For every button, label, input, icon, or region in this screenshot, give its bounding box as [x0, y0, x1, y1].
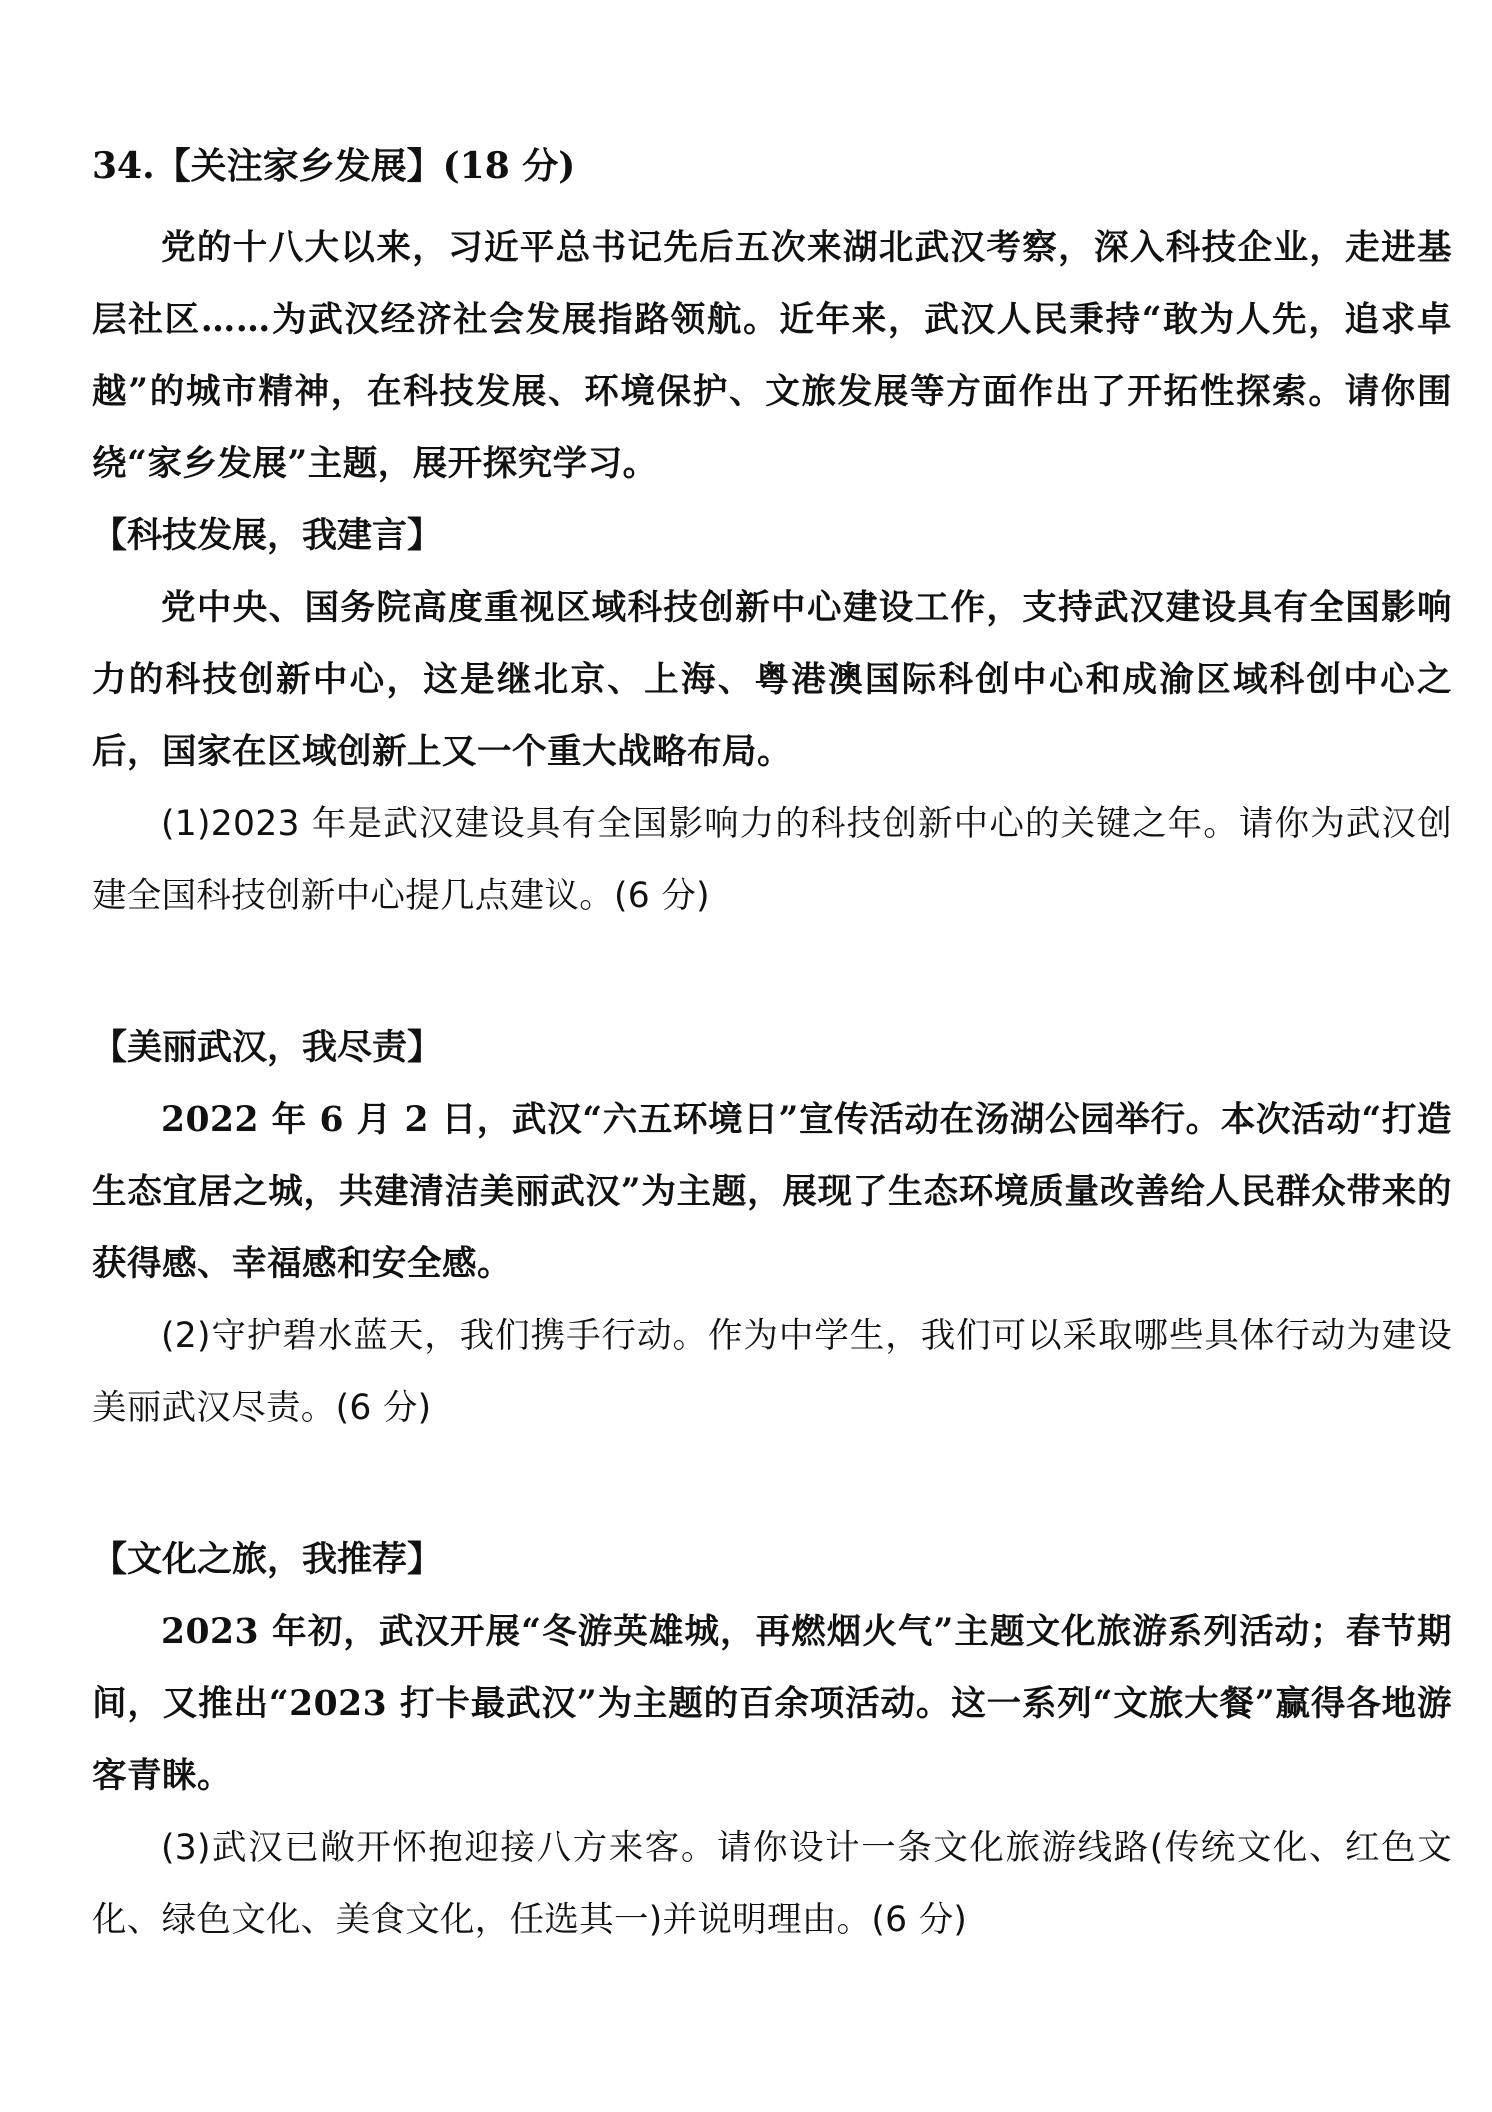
subquestion-3: (3)武汉已敞开怀抱迎接八方来客。请你设计一条文化旅游线路(传统文化、红色文化、绿色文化、美食文化，任选其一)并说明理由。(6 分)	[92, 1828, 1452, 1940]
section-material-culture: 2023 年初，武汉开展“冬游英雄城，再燃烟火气”主题文化旅游系列活动；春节期间，又推出“2023 打卡最武汉”为主题的百余项活动。这一系列“文旅大餐”赢得各地游客青睐。	[92, 1612, 1452, 1796]
section-material-environment: 2022 年 6 月 2 日，武汉“六五环境日”宣传活动在汤湖公园举行。本次活动“打造生态宜居之城，共建清洁美丽武汉”为主题，展现了生态环境质量改善给人民群众带来的获得感、幸福感和安全感。	[92, 1100, 1452, 1284]
section-heading-environment: 【美丽武汉，我尽责】	[92, 1027, 443, 1068]
section-material-tech: 党中央、国务院高度重视区域科技创新中心建设工作，支持武汉建设具有全国影响力的科技创新中心，这是继北京、上海、粤港澳国际科创中心和成渝区域科创中心之后，国家在区域创新上又一个重大战略布局。	[92, 588, 1452, 772]
subquestion-2: (2)守护碧水蓝天，我们携手行动。作为中学生，我们可以采取哪些具体行动为建设美丽武汉尽责。(6 分)	[92, 1316, 1452, 1428]
answer-space-2	[92, 1444, 1452, 1524]
subquestion-1: (1)2023 年是武汉建设具有全国影响力的科技创新中心的关键之年。请你为武汉创建全国科技创新中心提几点建议。(6 分)	[92, 804, 1452, 916]
section-heading-culture: 【文化之旅，我推荐】	[92, 1539, 443, 1580]
section-heading-tech: 【科技发展，我建言】	[92, 515, 443, 556]
question-intro: 党的十八大以来，习近平总书记先后五次来湖北武汉考察，深入科技企业，走进基层社区……为武汉经济社会发展指路领航。近年来，武汉人民秉持“敢为人先，追求卓越”的城市精神，在科技发展、环境保护、文旅发展等方面作出了开拓性探索。请你围绕“家乡发展”主题，展开探究学习。	[92, 228, 1452, 484]
exam-page	[92, 130, 1452, 1956]
answer-space-1	[92, 932, 1452, 1012]
question-title: 34.【关注家乡发展】(18 分)	[92, 145, 576, 187]
